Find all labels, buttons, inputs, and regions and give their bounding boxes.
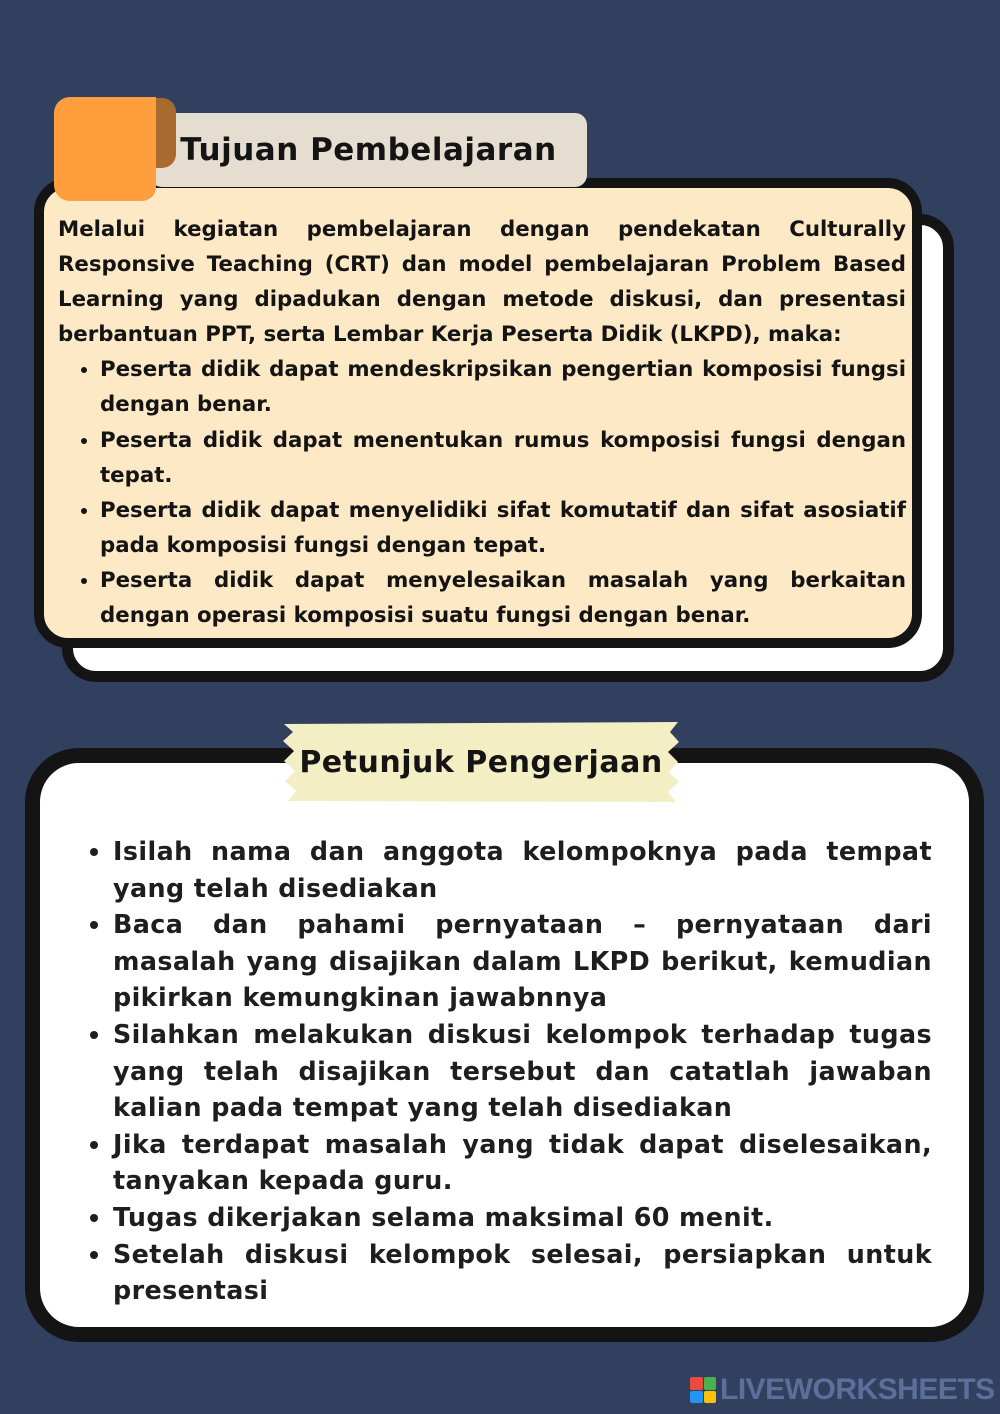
- tujuan-item: • Peserta didik dapat menyelesaikan masalah yang berkaitan dengan operasi komposisi suatu fungsi dengan benar.: [100, 563, 906, 633]
- petunjuk-item: • Isilah nama dan anggota kelompoknya pada tempat yang telah disediakan: [113, 833, 932, 906]
- petunjuk-list: [80, 833, 932, 1309]
- petunjuk-item: • Silahkan melakukan diskusi kelompok terhadap tugas yang telah disajikan tersebut dan catatlah jawaban kalian pada tempat yang telah disediakan: [113, 1016, 932, 1126]
- orange-tab-decoration: [54, 97, 156, 201]
- tujuan-list: [58, 352, 906, 633]
- tujuan-item: • Peserta didik dapat mendeskripsikan pengertian komposisi fungsi dengan benar.: [100, 352, 906, 422]
- logo-square: [704, 1377, 717, 1390]
- petunjuk-item: • Setelah diskusi kelompok selesai, persiapkan untuk presentasi: [113, 1236, 932, 1309]
- petunjuk-item: • Baca dan pahami pernyataan – pernyataan dari masalah yang disajikan dalam LKPD berikut, kemudian pikirkan kemungkinan jawabnnya: [113, 906, 932, 1016]
- petunjuk-content: [80, 833, 932, 1309]
- watermark-text: LIVEWORKSHEETS: [720, 1373, 995, 1406]
- liveworksheets-logo-icon: [690, 1377, 716, 1403]
- logo-square: [690, 1391, 703, 1404]
- tujuan-item: • Peserta didik dapat menyelidiki sifat komutatif dan sifat asosiatif pada komposisi fungsi dengan tepat.: [100, 493, 906, 563]
- tujuan-title: Tujuan Pembelajaran: [180, 132, 557, 168]
- liveworksheets-watermark: [690, 1374, 995, 1406]
- logo-square: [704, 1391, 717, 1404]
- tujuan-item: • Peserta didik dapat menentukan rumus komposisi fungsi dengan tepat.: [100, 423, 906, 493]
- logo-square: [690, 1377, 703, 1390]
- tujuan-intro: Melalui kegiatan pembelajaran dengan pendekatan Culturally Responsive Teaching (CRT) dan model pembelajaran Problem Based Learning yang dipadukan dengan metode diskusi, dan presentasi berbantuan PPT, serta Lembar Kerja Peserta Didik (LKPD), maka:: [58, 217, 906, 348]
- petunjuk-title: Petunjuk Pengerjaan: [299, 744, 663, 780]
- tujuan-content: [58, 212, 906, 633]
- petunjuk-item: • Tugas dikerjakan selama maksimal 60 menit.: [113, 1199, 932, 1236]
- petunjuk-item: • Jika terdapat masalah yang tidak dapat diselesaikan, tanyakan kepada guru.: [113, 1126, 932, 1199]
